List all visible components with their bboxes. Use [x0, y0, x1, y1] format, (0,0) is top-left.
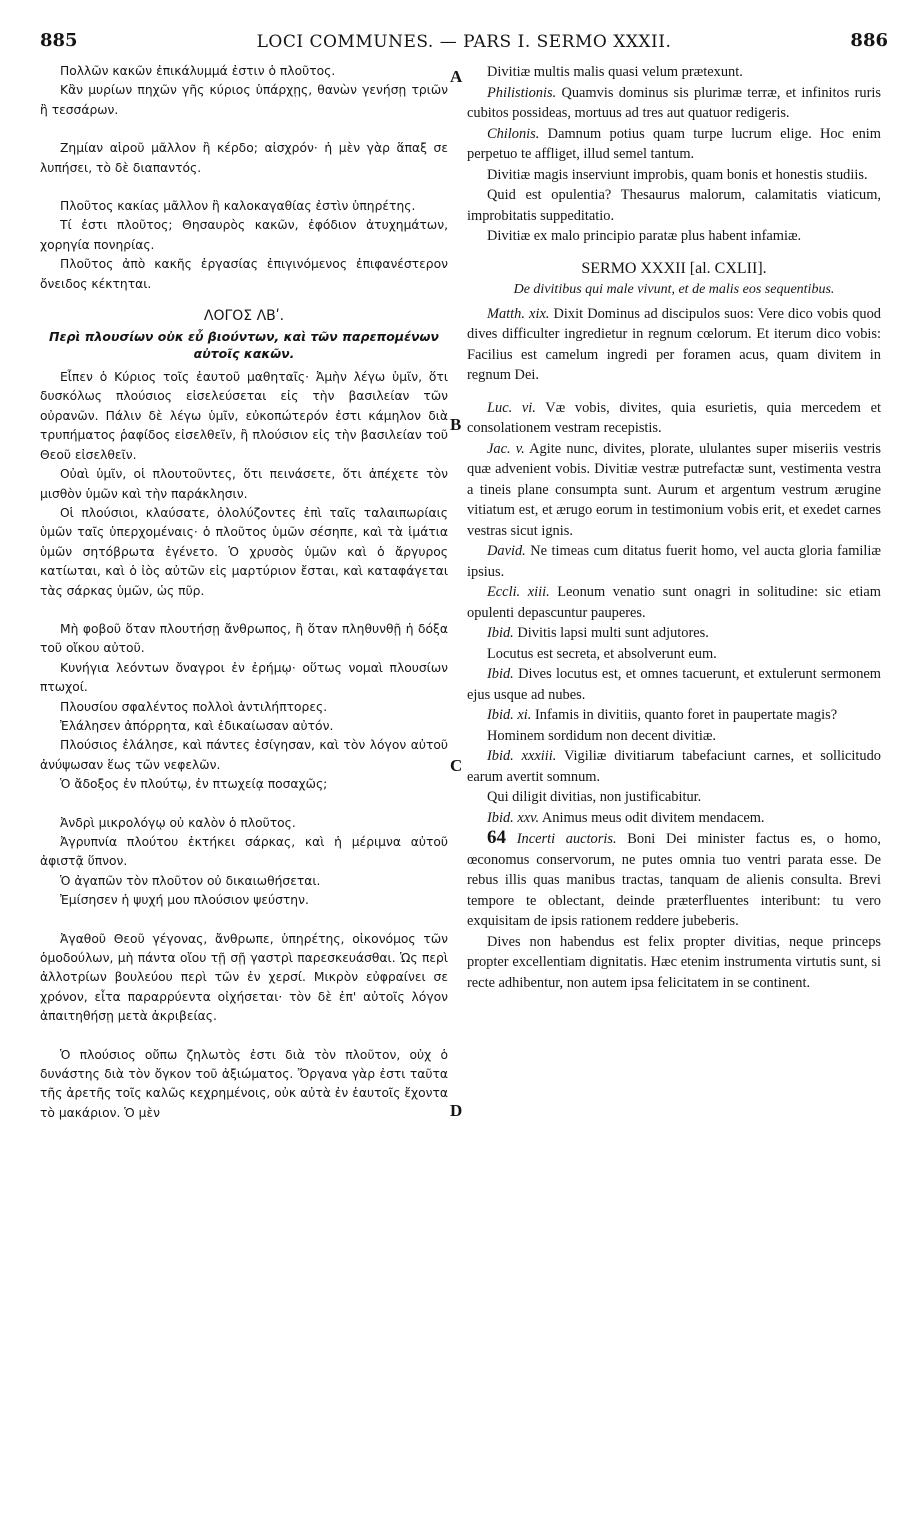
latin-text: Leonum venatio sunt onagri in solitudine: sic etiam opulenti depascuntur pauperes.: [467, 584, 881, 621]
latin-text: Divitis lapsi multi sunt adjutores.: [517, 625, 709, 641]
latin-paragraph: [467, 83, 881, 124]
latin-source-ref: Ibid.: [487, 625, 514, 641]
latin-text: Agite nunc, divites, plorate, ululantes super miseriis vestris quæ advenient vobis. Divitiæ vestræ putrefactæ sunt, vestimenta vestra a tineis plane consumpta sunt. Aurum et argentum vestrum ærugine vitiatum est, et ærugo eorum in testimonium vobis erit, et exedet carnes vestras sicut ignis.: [467, 440, 881, 539]
latin-paragraph: [467, 124, 881, 165]
latin-source-ref: Jac. v.: [487, 440, 525, 457]
latin-source-ref: David.: [487, 543, 526, 559]
greek-paragraph: Κυνήγια λεόντων ὄναγροι ἐν ἐρήμῳ· οὕτως νομαὶ πλουσίων πτωχοί.: [40, 660, 448, 695]
greek-paragraph: Ὁ ἄδοξος ἐν πλούτῳ, ἐν πτωχείᾳ ποσαχῶς;: [60, 777, 328, 792]
latin-paragraph: [467, 746, 881, 787]
latin-section-title: SERMO XXXII [al. CXLII].: [581, 259, 767, 277]
latin-text: Ne timeas cum ditatus fuerit homo, vel aucta gloria familiæ ipsius.: [467, 543, 881, 580]
latin-text: Dives locutus est, et omnes tacuerunt, et extulerunt sermonem ejus usque ad nubes.: [467, 666, 881, 703]
latin-text: Animus meus odit divitem mendacem.: [541, 809, 765, 826]
latin-paragraph: [467, 304, 881, 386]
latin-paragraph: [467, 398, 881, 439]
left-page-number: 885: [40, 30, 78, 51]
greek-paragraph: Ἀγαθοῦ Θεοῦ γέγονας, ἄνθρωπε, ὑπηρέτης, οἰκονόμος τῶν ὁμοδούλων, μὴ πάντα οἴου τῇ σῇ γαστρὶ παρεσκευάσθαι. Ὡς περὶ ἀλλοτρίων βουλεύου περὶ τῶν ἐν χερσί. Μικρὸν εὐφραίνει σε χρόνον, εἶτα παραρρύεντα οἰχήσεται· τὸν δὲ ἐπ' αὐτοῖς λόγον ἀπαιτηθήσῃ μετὰ ἀκριβείας.: [40, 931, 448, 1024]
latin-paragraph: Dives non habendus est felix propter divitias, neque princeps propter excellentiam dignitatis. Hæc etenim instrumenta virtutis sunt, si recte adhibentur, non autem ipsa felicitatem in se continent.: [467, 933, 881, 991]
latin-paragraph: [467, 664, 881, 705]
greek-paragraph: Πλούσιος ἐλάλησε, καὶ πάντες ἐσίγησαν, καὶ τὸν λόγον αὐτοῦ ἀνύψωσαν ἕως τῶν νεφελῶν.: [40, 738, 448, 772]
column-number: 64: [487, 827, 506, 848]
margin-marker-c: C: [450, 756, 463, 775]
latin-paragraph: Divitiæ magis inserviunt improbis, quam bonis et honestis studiis.: [487, 166, 868, 183]
greek-paragraph: Ὁ ἀγαπῶν τὸν πλοῦτον οὐ δικαιωθήσεται.: [60, 873, 321, 888]
latin-text: Dixit Dominus ad discipulos suos: Vere dico vobis quod dives difficulter ingredietur in regnum cœlorum. Et iterum dico vobis: Facilius est camelum ingredi per foramen acus, quam divitem in regnum Dei.: [467, 305, 881, 383]
greek-paragraph: Οὐαὶ ὑμῖν, οἱ πλουτοῦντες, ὅτι πεινάσετε, ὅτι ἀπέχετε τὸν μισθὸν ὑμῶν καὶ τὴν παράκλησιν.: [40, 467, 448, 501]
latin-paragraph: Qui diligit divitias, non justificabitur.: [487, 789, 702, 805]
latin-text: Boni Dei minister factus es, o homo, œconomus conservorum, ne putes omnia tuo ventri parata esse. De rebus illis quas manibus tractas, tanquam de alienis consulta. Brevi tempore te oblectant, deinde præterfluentes interibunt: tu vero exquisitam de ipsis rationem reddere jubeberis.: [467, 831, 881, 929]
greek-paragraph: Πλοῦτος κακίας μᾶλλον ἢ καλοκαγαθίας ἐστὶν ὑπηρέτης.: [60, 199, 416, 214]
latin-text: Væ vobis, divites, quia esurietis, quia mercedem et consolationem vestram recepistis.: [467, 399, 882, 436]
greek-paragraph: Κἂν μυρίων πηχῶν γῆς κύριος ὑπάρχῃς, θανὼν γενήσῃ τριῶν ἢ τεσσάρων.: [40, 83, 448, 117]
greek-column: [40, 62, 448, 1123]
greek-paragraph: Πλουσίου σφαλέντος πολλοὶ ἀντιλήπτορες.: [60, 699, 328, 714]
greek-section-title: ΛΟΓΟΣ ΛΒʹ.: [203, 308, 285, 325]
latin-source-ref: Ibid. xxv.: [487, 809, 540, 826]
greek-paragraph: Ἐλάλησεν ἀπόρρητα, καὶ ἐδικαίωσαν αὐτόν.: [60, 718, 334, 733]
greek-paragraph: Ζημίαν αἱροῦ μᾶλλον ἢ κέρδο; αἰσχρόν· ἡ μὲν γὰρ ἅπαξ σε λυπήσει, τὸ δὲ διαπαντός.: [40, 141, 448, 175]
greek-paragraph: Εἶπεν ὁ Κύριος τοῖς ἑαυτοῦ μαθηταῖς· Ἀμὴν λέγω ὑμῖν, ὅτι δυσκόλως πλούσιος εἰσελεύσεται εἰς τὴν βασιλείαν τῶν οὐρανῶν. Πάλιν δὲ λέγω ὑμῖν, εὐκοπώτερόν ἐστι κάμηλον διὰ τρυπήματος ῥαφίδος εἰσελθεῖν, ἢ πλούσιον εἰς τὴν βασιλείαν τοῦ Θεοῦ εἰσελθεῖν.: [40, 370, 448, 462]
running-title: LOCI COMMUNES. — PARS I. SERMO XXXII.: [256, 32, 672, 52]
greek-section-subtitle: Περὶ πλουσίων οὐκ εὖ βιούντων, καὶ τῶν παρεπομένων αὐτοῖς κακῶν.: [49, 329, 439, 362]
latin-source-ref: Matth. xix.: [487, 305, 550, 322]
latin-text: Quamvis dominus sis plurimæ terræ, et infinitos ruris cubitos possideas, mortuus ad tres aut quatuor redigeris.: [467, 84, 881, 121]
greek-paragraph: Πλοῦτος ἀπὸ κακῆς ἐργασίας ἐπιγινόμενος ἐπιφανέστερον ὄνειδος κέκτηται.: [40, 257, 448, 291]
latin-paragraph: [467, 705, 881, 726]
margin-marker-a: A: [450, 67, 463, 86]
latin-paragraph: Divitiæ ex malo principio paratæ plus habent infamiæ.: [487, 228, 802, 244]
latin-text: Damnum potius quam turpe lucrum elige. Hoc enim perpetuo te affliget, illud semel tantum.: [467, 125, 881, 162]
latin-paragraph: [467, 582, 881, 623]
latin-text: Infamis in divitiis, quanto foret in paupertate magis?: [534, 707, 838, 723]
latin-column: [467, 62, 881, 993]
margin-marker-d: D: [450, 1101, 463, 1120]
latin-paragraph: Hominem sordidum non decent divitiæ.: [487, 727, 717, 744]
latin-source-ref: Philistionis.: [487, 84, 557, 101]
latin-text: Vigiliæ divitiarum tabefaciunt carnes, et sollicitudo earum avertit somnum.: [467, 748, 882, 785]
latin-paragraph: [467, 541, 881, 582]
greek-paragraph: Πολλῶν κακῶν ἐπικάλυμμά ἐστιν ὁ πλοῦτος.: [60, 64, 336, 78]
greek-paragraph: Ἀγρυπνία πλούτου ἐκτήκει σάρκας, καὶ ἡ μέριμνα αὐτοῦ ἀφιστᾷ ὕπνον.: [40, 835, 448, 869]
latin-source-ref: Incerti auctoris.: [516, 831, 617, 847]
greek-paragraph: Ἐμίσησεν ἡ ψυχή μου πλούσιον ψεύστην.: [60, 893, 309, 908]
latin-paragraph: Quid est opulentia? Thesaurus malorum, calamitatis viaticum, improbitatis suppeditatio.: [467, 187, 881, 224]
latin-source-ref: Chilonis.: [487, 125, 540, 142]
latin-source-ref: Luc. vi.: [487, 399, 536, 416]
greek-paragraph: Μὴ φοβοῦ ὅταν πλουτήσῃ ἄνθρωπος, ἢ ὅταν πληθυνθῇ ἡ δόξα τοῦ οἴκου αὐτοῦ.: [40, 621, 448, 656]
latin-source-ref: Eccli. xiii.: [487, 584, 550, 600]
latin-paragraph: Locutus est secreta, et absolverunt eum.: [487, 645, 717, 662]
right-page-number: 886: [850, 30, 888, 51]
latin-source-ref: Ibid. xi.: [487, 707, 532, 723]
latin-section-subtitle: De divitibus qui male vivunt, et de malis eos sequentibus.: [513, 281, 835, 297]
latin-source-ref: Ibid.: [487, 666, 514, 682]
latin-paragraph: [467, 808, 881, 829]
latin-source-ref: Ibid. xxxiii.: [487, 748, 557, 764]
page-header: [40, 30, 888, 58]
greek-paragraph: Τί ἐστι πλοῦτος; Θησαυρὸς κακῶν, ἐφόδιον ἀτυχημάτων, χορηγία πονηρίας.: [40, 218, 448, 252]
greek-paragraph: Οἱ πλούσιοι, κλαύσατε, ὀλολύζοντες ἐπὶ ταῖς ταλαιπωρίαις ὑμῶν ταῖς ὑπερχομέναις· ὁ πλοῦτος ὑμῶν σέσηπε, καὶ τὰ ἱμάτια ὑμῶν σητόβρωτα ἐγένετο. Ὁ χρυσὸς ὑμῶν καὶ ὁ ἄργυρος κατίωται, καὶ ὁ ἰὸς αὐτῶν εἰς μαρτύριον ἔσται, καὶ καταφάγεται τὰς σάρκας ὑμῶν, ὡς πῦρ.: [40, 505, 448, 598]
latin-paragraph: [467, 439, 881, 542]
margin-marker-b: B: [450, 415, 462, 434]
latin-paragraph: [467, 828, 881, 932]
greek-paragraph: Ἀνδρὶ μικρολόγῳ οὐ καλὸν ὁ πλοῦτος.: [60, 815, 296, 830]
greek-paragraph: Ὁ πλούσιος οὔπω ζηλωτὸς ἐστι διὰ τὸν πλοῦτον, οὐχ ὁ δυνάστης διὰ τὸν ὄγκον τοῦ ἀξιώματος. Ὄργανα γὰρ ἐστι ταῦτα τῆς ἀρετῆς τοῖς καλῶς κεχρημένοις, οὐκ αὐτὰ ἐν ἑαυτοῖς ἔχοντα τὸ μακάριον. Ὁ μὲν: [40, 1047, 448, 1120]
latin-paragraph: Divitiæ multis malis quasi velum prætexunt.: [487, 64, 743, 80]
latin-paragraph: [467, 623, 881, 644]
